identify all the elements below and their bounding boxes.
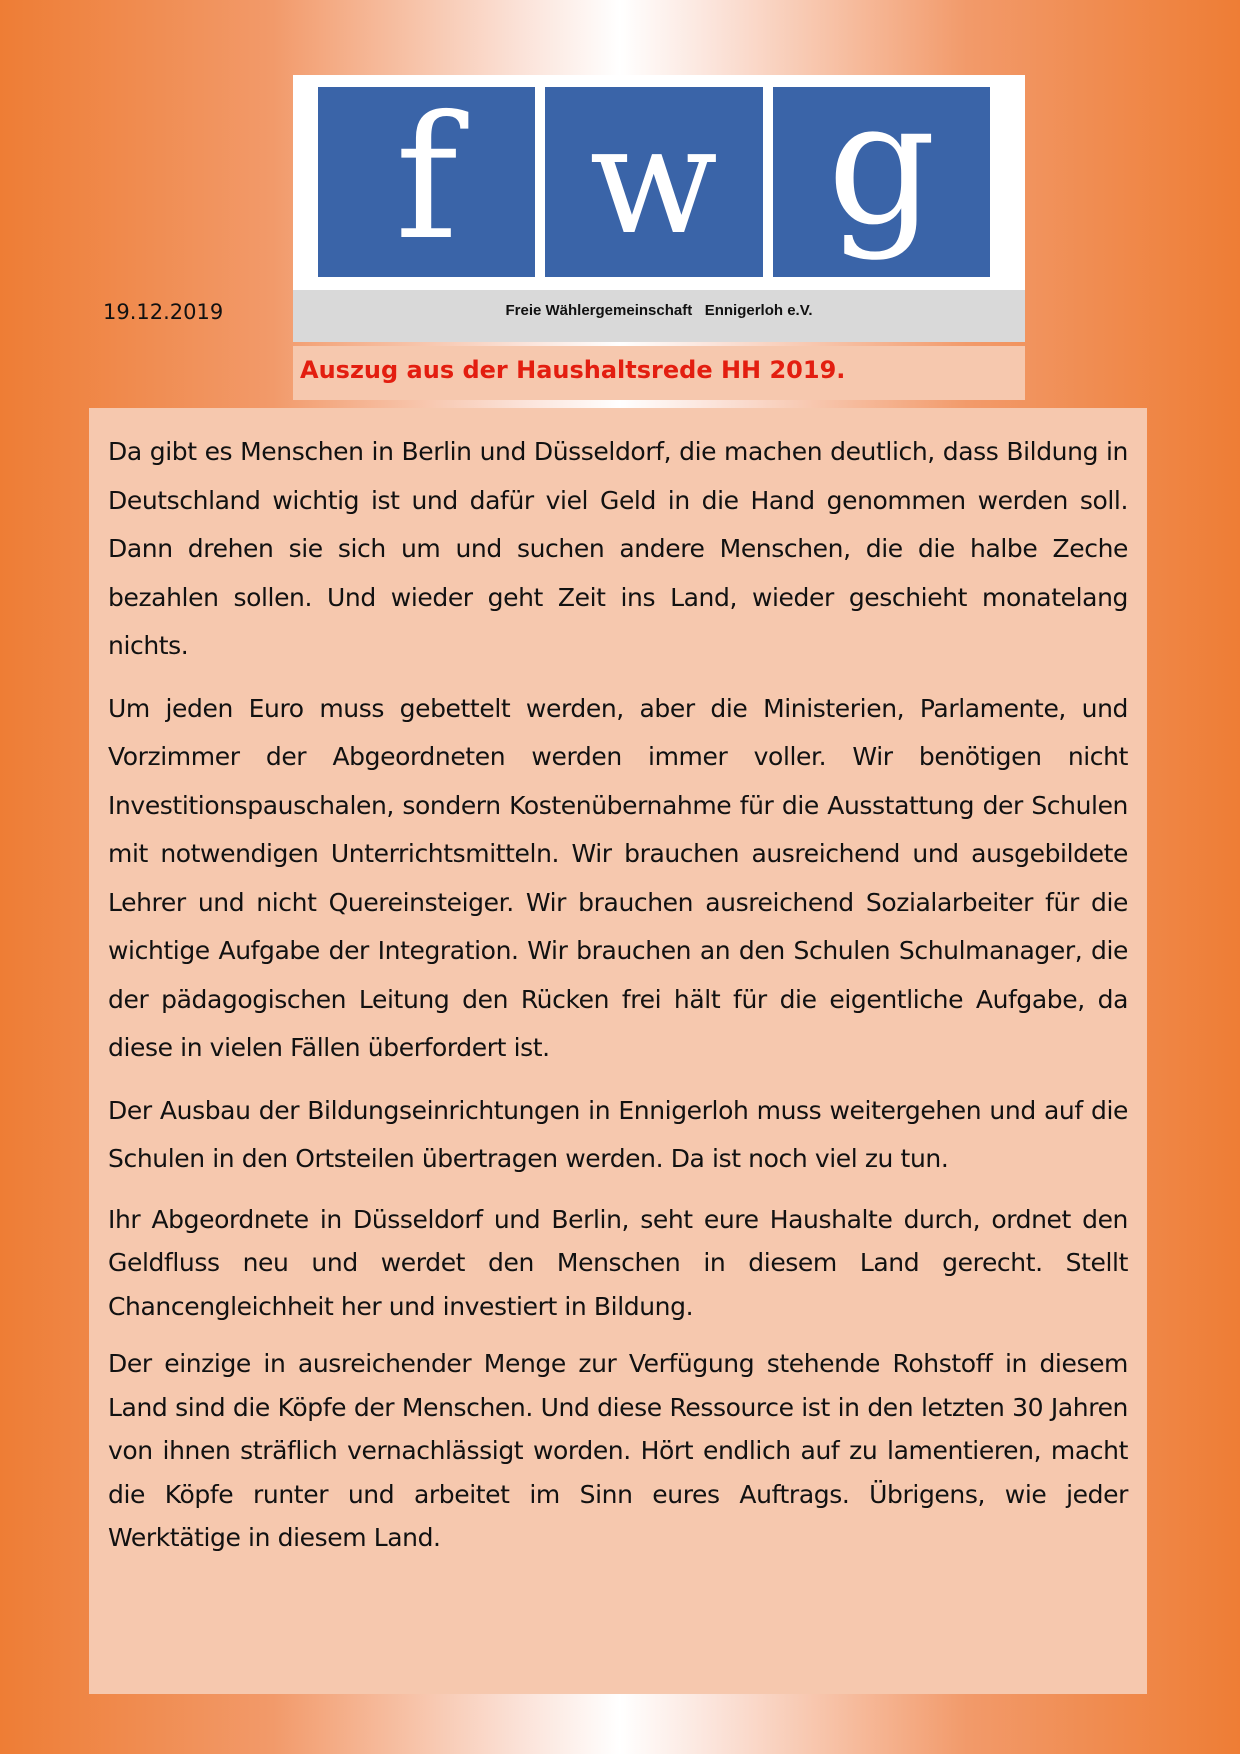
logo-letter-f-svg	[318, 87, 535, 277]
logo-letter-g: g	[826, 87, 936, 263]
org-name: Freie Wählergemeinschaft Ennigerloh e.V.	[293, 290, 1025, 342]
logo-tiles	[318, 87, 990, 277]
paragraph-1: Da gibt es Menschen in Berlin und Düsseldorf, die machen deutlich, dass Bildung in Deutschland wichtig ist und dafür viel Geld in die Hand genommen werden soll. Dann drehen sie sich um und suchen andere Menschen, die die halbe Zeche bezahlen sollen. Und wieder geht Zeit ins Land, wieder geschieht monatelang nichts.	[108, 437, 1128, 660]
logo-letter-w: w	[589, 94, 719, 268]
logo-letter-w-svg	[545, 87, 762, 277]
logo-letter-g-svg	[773, 87, 990, 277]
fwg-logo	[293, 75, 1025, 342]
logo-tile-g	[773, 87, 990, 277]
document-date: 19.12.2019	[103, 300, 224, 324]
paragraph-3: Der Ausbau der Bildungseinrichtungen in Ennigerloh muss weitergehen und auf die Schulen in den Ortsteilen übertragen werden. Da ist noch viel zu tun.	[108, 1095, 1128, 1173]
speech-excerpt	[89, 408, 1147, 1694]
speech-title: Auszug aus der Haushaltsrede HH 2019.	[293, 346, 1025, 400]
logo-tile-w	[545, 87, 762, 277]
logo-tile-f	[318, 87, 535, 277]
paragraph-5: Der einzige in ausreichender Menge zur Verfügung stehende Rohstoff in diesem Land sind die Köpfe der Menschen. Und diese Ressource ist in den letzten 30 Jahren von ihnen sträflich vernachlässigt worden. Hört endlich auf zu lamentieren, macht die Köpfe runter und arbeitet im Sinn eures Auftrags. Übrigens, wie jeder Werktätige in diesem Land.	[108, 1349, 1128, 1552]
paragraph-2: Um jeden Euro muss gebettelt werden, aber die Ministerien, Parlamente, und Vorzimmer der Abgeordneten werden immer voller. Wir benötigen nicht Investitionspauschalen, sondern Kostenübernahme für die Ausstattung der Schulen mit notwendigen Unterrichtsmitteln. Wir brauchen ausreichend und ausgebildete Lehrer und nicht Quereinsteiger. Wir brauchen ausreichend Sozialarbeiter für die wichtige Aufgabe der Integration. Wir brauchen an den Schulen Schulmanager, die der pädagogischen Leitung den Rücken frei hält für die eigentliche Aufgabe, da diese in vielen Fällen überfordert ist.	[108, 693, 1128, 1062]
logo-letter-f: f	[395, 87, 459, 277]
paragraph-4: Ihr Abgeordnete in Düsseldorf und Berlin, seht eure Haushalte durch, ordnet den Geldfluss neu und werdet den Menschen in diesem Land gerecht. Stellt Chancengleichheit her und investiert in Bildung.	[108, 1204, 1128, 1321]
